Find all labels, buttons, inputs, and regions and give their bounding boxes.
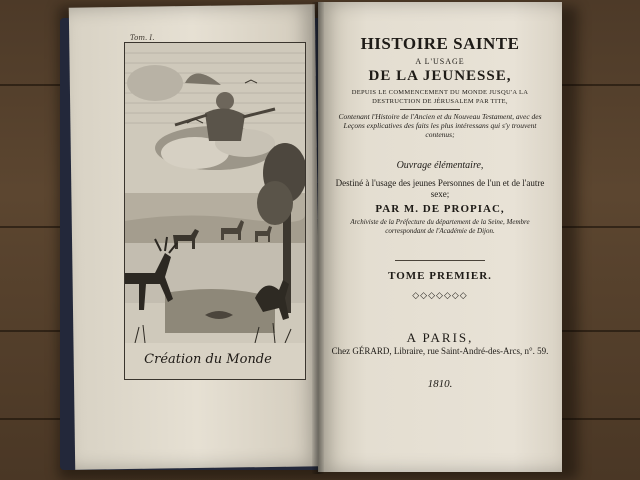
volume-label: TOME PREMIER. <box>388 270 492 282</box>
subtitle-contents: Contenant l'Histoire de l'Ancien et du Nouveau Testament, avec des Leçons explicatives des faits les plus intéressans qui s'y trouvent contenus; <box>338 112 542 139</box>
frontispiece-engraving <box>124 42 306 380</box>
title-usage-line: A L'USAGE <box>415 57 465 66</box>
book-title: HISTOIRE SAINTE <box>360 34 520 53</box>
divider-rule <box>395 260 485 261</box>
title-jeunesse-line: DE LA JEUNESSE, <box>368 68 512 84</box>
publisher-address: Chez GÉRARD, Libraire, rue Saint-André-des-Arcs, n°. 59. <box>331 346 549 356</box>
work-type: Ouvrage élémentaire, <box>396 160 484 171</box>
divider-rule <box>400 109 460 110</box>
subtitle-scope: DEPUIS LE COMMENCEMENT DU MONDE JUSQU'A LA DESTRUCTION DE JÉRUSALEM PAR TITE, <box>351 89 529 105</box>
frontispiece-caption: Création du Monde <box>144 352 272 367</box>
publication-year: 1810. <box>427 378 453 390</box>
ornament-divider: ◇◇◇◇◇◇◇ <box>412 290 468 300</box>
plate-volume-label: Tom. I. <box>130 34 155 42</box>
publisher-city: A PARIS, <box>406 330 474 345</box>
book-gutter <box>312 2 324 474</box>
author-credentials: Archiviste de la Préfecture du département de la Seine, Membre correspondant de l'Académie de Dijon. <box>350 218 530 235</box>
author-line: PAR M. DE PROPIAC, <box>375 203 505 215</box>
audience-line: Destiné à l'usage des jeunes Personnes de l'un et de l'autre sexe; <box>335 178 545 199</box>
